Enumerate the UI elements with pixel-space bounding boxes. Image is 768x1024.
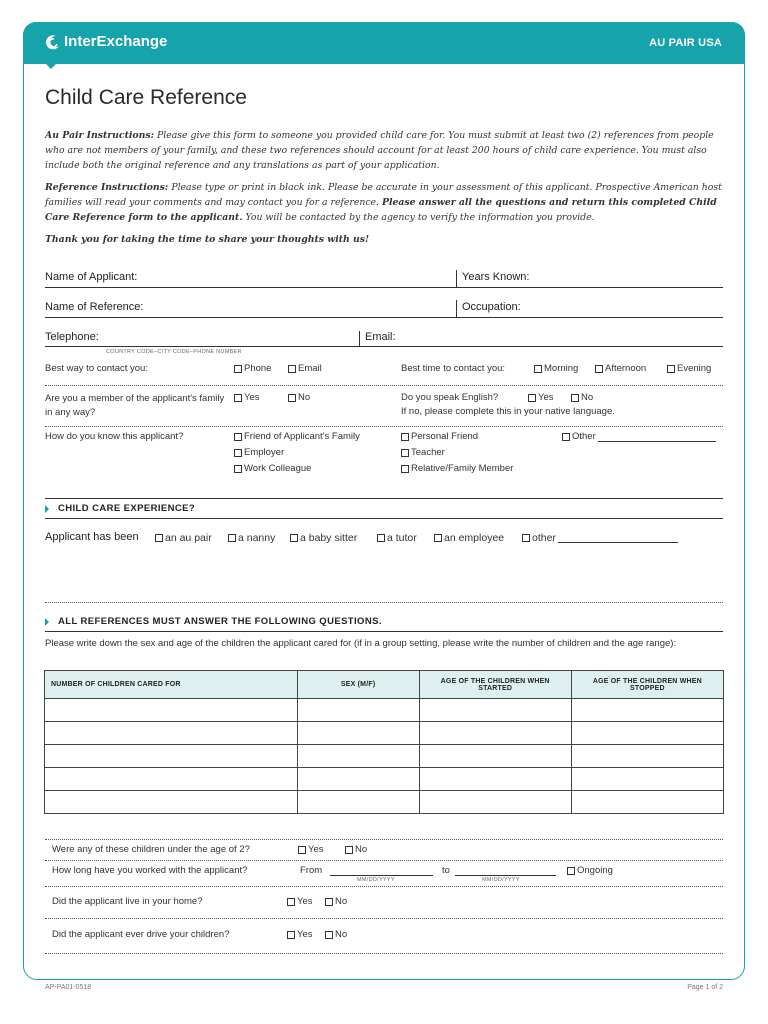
table-cell[interactable]: [419, 745, 571, 768]
table-cell[interactable]: [45, 768, 298, 791]
phone-checkbox[interactable]: Phone: [234, 363, 271, 374]
employee-checkbox[interactable]: an employee: [434, 532, 504, 544]
au-pair-checkbox[interactable]: an au pair: [155, 532, 212, 544]
divider: [45, 886, 723, 887]
all-references-heading: ALL REFERENCES MUST ANSWER THE FOLLOWING QUESTIONS.: [45, 616, 382, 627]
family-no-checkbox[interactable]: No: [288, 392, 310, 403]
table-row: [45, 791, 724, 814]
speak-english-question: Do you speak English?: [401, 392, 499, 403]
to-date-field[interactable]: [455, 875, 556, 876]
family-member-question: Are you a member of the applicant's family in any way?: [45, 393, 225, 418]
divider: [45, 918, 723, 919]
native-language-note: If no, please complete this in your native language.: [401, 406, 615, 417]
reference-instructions-text: Please type or print in black ink. Please be accurate in your assessment of this applicant. Prospective American host families will read your comments and may contact you for a reference.: [45, 182, 722, 208]
divider: [45, 426, 723, 427]
table-cell[interactable]: [45, 699, 298, 722]
table-cell[interactable]: [571, 768, 723, 791]
relative-checkbox[interactable]: Relative/Family Member: [401, 463, 513, 474]
col-sex: SEX (M/F): [297, 671, 419, 699]
other-relation-checkbox[interactable]: Other: [562, 431, 716, 442]
nanny-checkbox[interactable]: a nanny: [228, 532, 275, 544]
table-row: [45, 745, 724, 768]
other-experience-field[interactable]: [558, 533, 678, 543]
under-two-yes-checkbox[interactable]: Yes: [298, 844, 324, 855]
to-date-hint: MM/DD/YYYY: [482, 877, 520, 883]
divider: [45, 385, 723, 386]
name-reference-field[interactable]: [45, 317, 723, 318]
live-yes-checkbox[interactable]: Yes: [287, 896, 313, 907]
years-known-label: Years Known:: [462, 271, 530, 283]
table-row: [45, 768, 724, 791]
how-long-question: How long have you worked with the applicant?: [52, 865, 248, 876]
col-number-children: NUMBER OF CHILDREN CARED FOR: [45, 671, 298, 699]
afternoon-checkbox[interactable]: Afternoon: [595, 363, 646, 374]
thanks-text: Thank you for taking the time to share your thoughts with us!: [45, 234, 370, 245]
other-experience-checkbox[interactable]: other: [522, 532, 678, 544]
triangle-icon: [45, 505, 49, 513]
table-cell[interactable]: [571, 722, 723, 745]
evening-checkbox[interactable]: Evening: [667, 363, 711, 374]
from-label: From: [300, 865, 323, 876]
table-cell[interactable]: [45, 791, 298, 814]
field-divider: [456, 270, 457, 287]
drive-no-checkbox[interactable]: No: [325, 929, 347, 940]
name-of-applicant-label: Name of Applicant:: [45, 271, 138, 283]
header-notch: [45, 63, 57, 69]
table-row: [45, 699, 724, 722]
col-age-started: AGE OF THE CHILDREN WHEN STARTED: [419, 671, 571, 699]
from-date-field[interactable]: [330, 875, 433, 876]
field-divider: [456, 300, 457, 317]
brand-name: InterExchange: [64, 33, 168, 50]
drive-yes-checkbox[interactable]: Yes: [287, 929, 313, 940]
name-applicant-field[interactable]: [45, 287, 723, 288]
table-cell[interactable]: [571, 699, 723, 722]
au-pair-instructions: [45, 128, 725, 173]
how-know-question: How do you know this applicant?: [45, 431, 184, 442]
divider: [45, 839, 723, 840]
table-cell[interactable]: [419, 722, 571, 745]
personal-friend-checkbox[interactable]: Personal Friend: [401, 431, 478, 442]
table-cell[interactable]: [297, 722, 419, 745]
best-time-label: Best time to contact you:: [401, 363, 506, 374]
reference-instructions-label: Reference Instructions:: [45, 182, 169, 193]
children-instruction: Please write down the sex and age of the children the applicant cared for (if in a group setting, please write the number of children and the age range):: [45, 638, 677, 649]
table-cell[interactable]: [571, 791, 723, 814]
employer-checkbox[interactable]: Employer: [234, 447, 284, 458]
table-cell[interactable]: [297, 768, 419, 791]
name-of-reference-label: Name of Reference:: [45, 301, 144, 313]
divider: [45, 953, 723, 954]
section-rule: [45, 518, 723, 519]
reference-instructions-bold: Please answer all the questions and return this completed Child Care Reference form to the applicant.: [45, 197, 717, 223]
program-name: AU PAIR USA: [649, 37, 722, 49]
from-date-hint: MM/DD/YYYY: [357, 877, 395, 883]
divider: [45, 860, 723, 861]
tutor-checkbox[interactable]: a tutor: [377, 532, 417, 544]
drive-children-question: Did the applicant ever drive your children?: [52, 929, 230, 940]
telephone-field[interactable]: [45, 346, 723, 347]
english-yes-checkbox[interactable]: Yes: [528, 392, 554, 403]
page-number: Page 1 of 2: [687, 984, 723, 991]
reference-instructions: [45, 180, 725, 225]
table-cell[interactable]: [297, 791, 419, 814]
page-title: Child Care Reference: [45, 86, 247, 109]
table-cell[interactable]: [297, 745, 419, 768]
reference-instructions-tail: You will be contacted by the agency to verify the information you provide.: [242, 212, 595, 223]
table-cell[interactable]: [419, 791, 571, 814]
table-cell[interactable]: [45, 722, 298, 745]
family-yes-checkbox[interactable]: Yes: [234, 392, 260, 403]
occupation-label: Occupation:: [462, 301, 521, 313]
baby-sitter-checkbox[interactable]: a baby sitter: [290, 532, 357, 544]
thanks-note: [45, 232, 725, 247]
crescent-icon: [45, 34, 61, 50]
table-cell[interactable]: [45, 745, 298, 768]
telephone-label: Telephone:: [45, 331, 99, 343]
brand-logo: [45, 33, 167, 50]
table-header-row: [45, 671, 724, 699]
ongoing-checkbox[interactable]: Ongoing: [567, 865, 613, 876]
teacher-checkbox[interactable]: Teacher: [401, 447, 445, 458]
live-in-home-question: Did the applicant live in your home?: [52, 896, 203, 907]
email-label: Email:: [365, 331, 396, 343]
email-checkbox[interactable]: Email: [288, 363, 322, 374]
children-table: [44, 670, 724, 814]
work-colleague-checkbox[interactable]: Work Colleague: [234, 463, 311, 474]
other-relation-field[interactable]: [598, 432, 716, 442]
col-age-stopped: AGE OF THE CHILDREN WHEN STOPPED: [571, 671, 723, 699]
form-code: AP-PA01-0518: [45, 984, 92, 991]
morning-checkbox[interactable]: Morning: [534, 363, 578, 374]
field-divider: [359, 331, 360, 346]
table-cell[interactable]: [419, 768, 571, 791]
au-pair-instructions-text: Please give this form to someone you provided child care for. You must submit at least two (2) references from people who are not members of your family, and these two references should account for at least 200 hours of child care experience. You must also include both the original reference and any translations as part of your application.: [45, 130, 714, 171]
under-two-no-checkbox[interactable]: No: [345, 844, 367, 855]
table-cell[interactable]: [419, 699, 571, 722]
table-cell[interactable]: [297, 699, 419, 722]
divider: [45, 602, 723, 603]
live-no-checkbox[interactable]: No: [325, 896, 347, 907]
english-no-checkbox[interactable]: No: [571, 392, 593, 403]
au-pair-instructions-label: Au Pair Instructions:: [45, 130, 155, 141]
applicant-has-been-label: Applicant has been: [45, 531, 139, 543]
to-label: to: [442, 865, 450, 876]
table-cell[interactable]: [571, 745, 723, 768]
under-two-question: Were any of these children under the age of 2?: [52, 844, 250, 855]
phone-format-hint: COUNTRY CODE–CITY CODE–PHONE NUMBER: [106, 349, 242, 355]
best-way-label: Best way to contact you:: [45, 363, 148, 374]
triangle-icon: [45, 618, 49, 626]
section-rule: [45, 631, 723, 632]
table-row: [45, 722, 724, 745]
section-rule: [45, 498, 723, 499]
child-care-experience-heading: CHILD CARE EXPERIENCE?: [45, 503, 195, 514]
friend-of-family-checkbox[interactable]: Friend of Applicant's Family: [234, 431, 360, 442]
